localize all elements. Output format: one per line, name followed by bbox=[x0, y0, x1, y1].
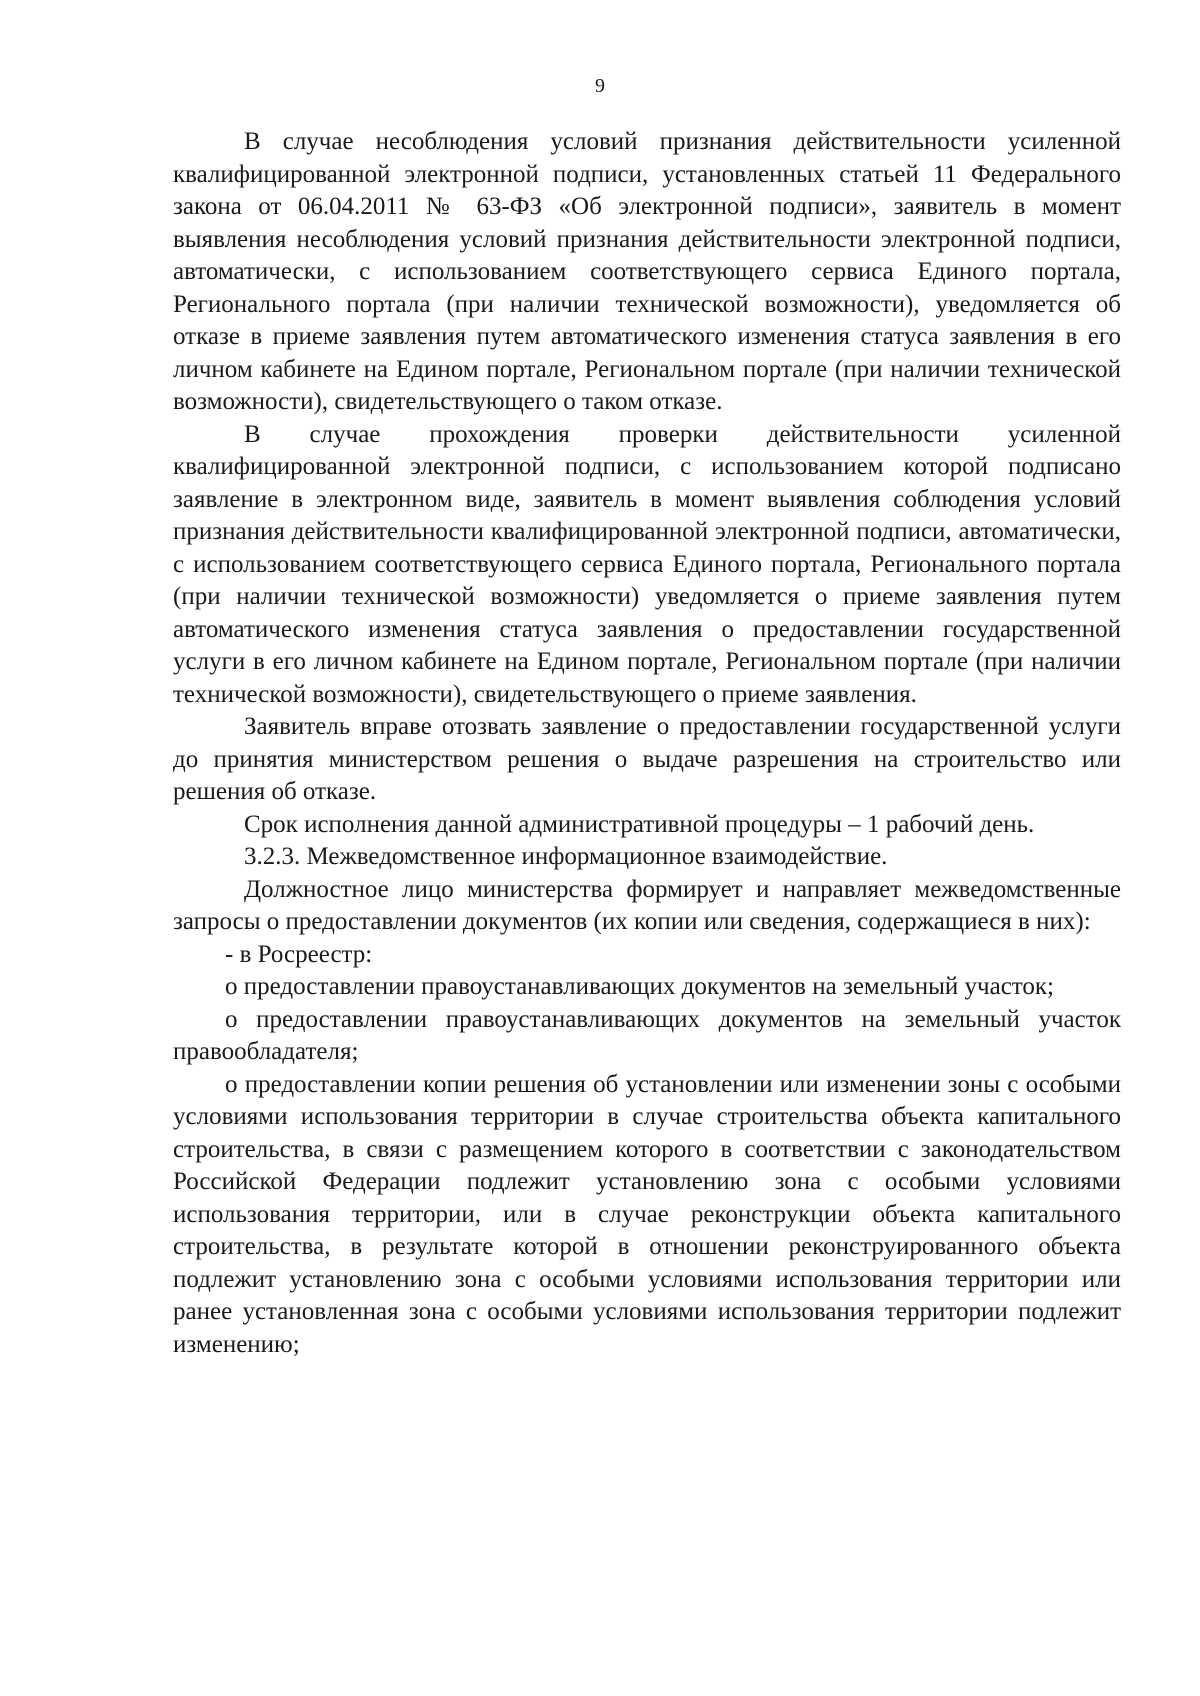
paragraph-withdrawal: Заявитель вправе отозвать заявление о предоставлении государственной услуги до принятия министерством решения о выдаче разрешения на строительство или решения об отказе. bbox=[173, 713, 1121, 805]
list-item-land-documents: о предоставлении правоустанавливающих документов на земельный участок; bbox=[225, 973, 1054, 1000]
paragraph-interagency-requests: Должностное лицо министерства формирует и направляет межведомственные запросы о предоставлении документов (их копии или сведения, содержащиеся в них): bbox=[173, 875, 1121, 935]
list-item-owner-land-documents: о предоставлении правоустанавливающих документов на земельный участок правообладателя; bbox=[173, 1005, 1121, 1065]
list-item-special-zone-decision: о предоставлении копии решения об установлении или изменении зоны с особыми условиями использования территории в случае строительства объекта капитального строительства, в связи с размещением которого в соответствии с законодательством Российской Федерации подлежит установлению зона с особыми условиями использования территории, или в случае реконструкции объекта капитального строительства, в результате которой в отношении реконструированного объекта подлежит установлению зона с особыми условиями использования территории или ранее установленная зона с особыми условиями использования территории подлежит изменению; bbox=[173, 1070, 1121, 1358]
document-body bbox=[173, 126, 1121, 1361]
section-heading-3-2-3: 3.2.3. Межведомственное информационное взаимодействие. bbox=[244, 843, 888, 870]
paragraph-deadline: Срок исполнения данной административной процедуры – 1 рабочий день. bbox=[244, 810, 1035, 838]
list-item-rosreestr: - в Росреестр: bbox=[225, 940, 373, 968]
page-number: 9 bbox=[595, 75, 605, 97]
paragraph-signature-invalid: В случае несоблюдения условий признания действительности усиленной квалифицированной электронной подписи, установленных статьей 11 Федерального закона от 06.04.2011 № 63-ФЗ «Об электронной подписи», заявитель в момент выявления несоблюдения условий признания действительности электронной подписи, автоматически, с использованием соответствующего сервиса Единого портала, Регионального портала (при наличии технической возможности), уведомляется об отказе в приеме заявления путем автоматического изменения статуса заявления в его личном кабинете на Едином портале, Региональном портале (при наличии технической возможности), свидетельствующего о таком отказе. bbox=[173, 128, 1121, 415]
paragraph-signature-valid: В случае прохождения проверки действительности усиленной квалифицированной электронной подписи, с использованием которой подписано заявление в электронном виде, заявитель в момент выявления соблюдения условий признания действительности квалифицированной электронной подписи, автоматически, с использованием соответствующего сервиса Единого портала, Регионального портала (при наличии технической возможности) уведомляется о приеме заявления путем автоматического изменения статуса заявления о предоставлении государственной услуги в его личном кабинете на Едином портале, Региональном портале (при наличии технической возможности), свидетельствующего о приеме заявления. bbox=[173, 420, 1121, 708]
